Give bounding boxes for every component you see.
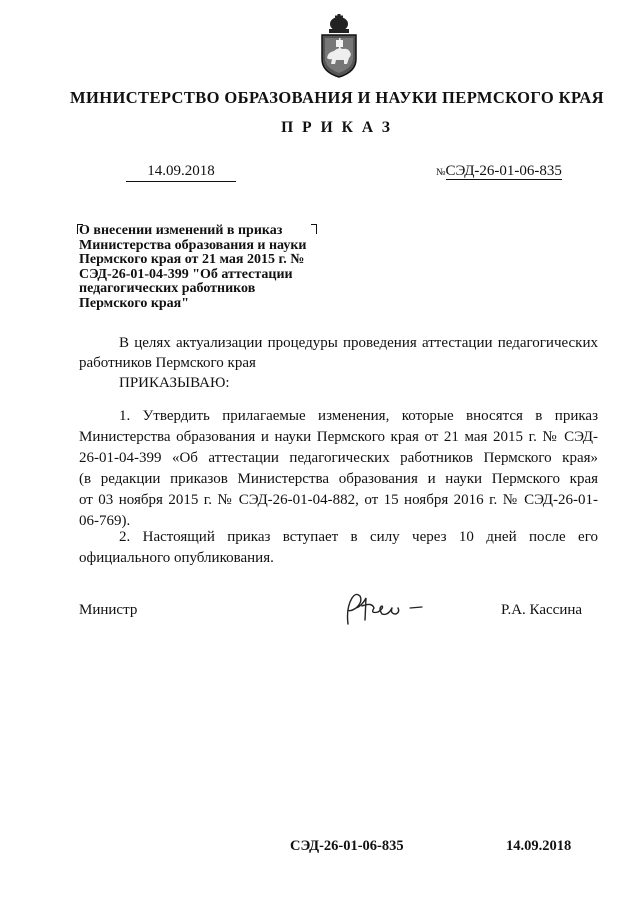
ministry-title: МИНИСТЕРСТВО ОБРАЗОВАНИЯ И НАУКИ ПЕРМСКОГО КРАЯ <box>70 88 604 107</box>
corner-mark <box>77 224 83 234</box>
perm-krai-coat-of-arms-icon <box>318 14 360 78</box>
intro-line: работников Пермского края <box>79 355 256 371</box>
item-1-line: Министерства образования и науки Пермского края от 21 мая 2015 г. № СЭД- <box>79 429 598 445</box>
intro-line: В целях актуализации процедуры проведения аттестации педагогических <box>119 335 598 351</box>
item-1-line: 1. Утвердить прилагаемые изменения, которые вносятся в приказ <box>119 408 598 424</box>
document-number-value: СЭД-26-01-06-835 <box>445 163 562 179</box>
corner-mark <box>311 224 317 234</box>
document-date: 14.09.2018 <box>126 162 236 182</box>
handwritten-signature <box>338 588 430 630</box>
item-2-line: официального опубликования. <box>79 550 274 566</box>
item-1-line: (в редакции приказов Министерства образования и науки Пермского края <box>79 471 598 487</box>
footer-registration-number: СЭД-26-01-06-835 <box>290 838 404 854</box>
item-1-line: от 03 ноября 2015 г. № СЭД-26-01-04-882, от 15 ноября 2016 г. № СЭД-26-01- <box>79 492 598 508</box>
subject-line: Пермского края" <box>79 295 190 311</box>
order-subject <box>79 224 349 311</box>
document-number <box>436 162 562 182</box>
subject-line: Министерства образования и науки <box>79 237 307 253</box>
subject-line: СЭД-26-01-04-399 "Об аттестации <box>79 266 293 282</box>
footer-registration-date: 14.09.2018 <box>506 838 572 854</box>
number-sign: № <box>436 167 446 178</box>
signatory-name: Р.А. Кассина <box>501 602 583 618</box>
item-1-line: 26-01-04-399 «Об аттестации педагогических работников Пермского края» <box>79 450 598 466</box>
signatory-role: Министр <box>79 602 138 618</box>
subject-line: Пермского края от 21 мая 2015 г. № <box>79 252 305 267</box>
subject-line: педагогических работников <box>79 281 256 296</box>
document-type: ПРИКАЗ <box>281 119 399 136</box>
order-word: ПРИКАЗЫВАЮ: <box>119 375 230 391</box>
item-2-line: 2. Настоящий приказ вступает в силу через 10 дней после его <box>119 529 598 545</box>
item-1-line: 06-769). <box>79 513 131 529</box>
subject-line: О внесении изменений в приказ <box>79 223 283 238</box>
